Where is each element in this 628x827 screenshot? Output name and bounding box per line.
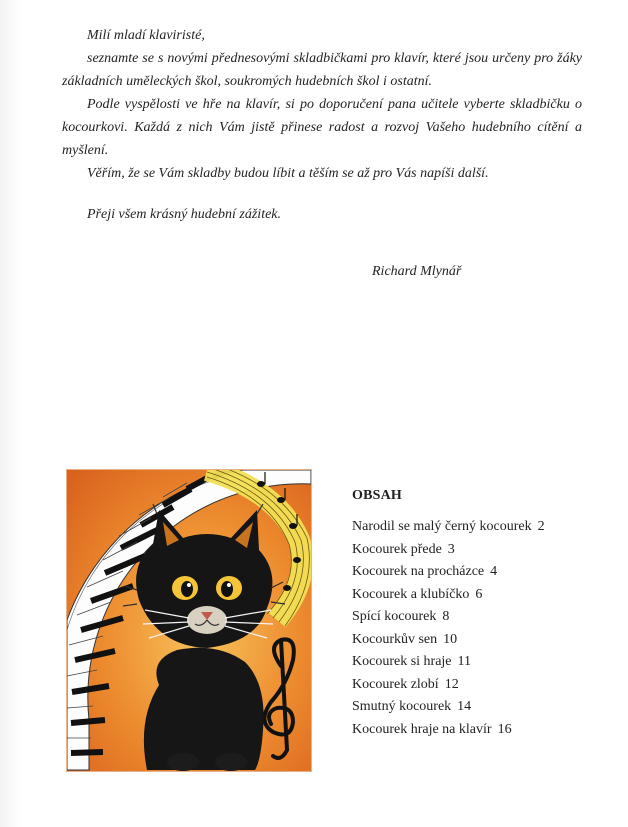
toc-item bbox=[352, 606, 612, 629]
toc-item-page: 12 bbox=[444, 676, 459, 692]
toc-item-page: 14 bbox=[457, 699, 472, 714]
toc-item-title: Kocourek přede bbox=[352, 541, 442, 557]
toc-item bbox=[352, 719, 612, 742]
toc-item-title: Kocourek zlobí bbox=[352, 676, 439, 692]
table-of-contents bbox=[352, 488, 612, 741]
toc-item-page: 10 bbox=[443, 631, 458, 647]
toc-item-page: 16 bbox=[497, 721, 512, 737]
letter-paragraph-2: Podle vyspělosti ve hře na klavír, si po doporučení pana učitele vyberte skladbičku o kocourkovi. Každá z nich Vám jistě přinese radost a rozvoj Vašeho hudebního cítění a myšlení. bbox=[62, 97, 582, 158]
toc-item-title: Kocourek hraje na klavír bbox=[352, 721, 492, 737]
toc-item-title: Kocourkův sen bbox=[352, 631, 438, 647]
letter-paragraph-3: Věřím, že se Vám skladby budou líbit a těším se až pro Vás napíši další. bbox=[87, 166, 489, 181]
intro-letter bbox=[62, 24, 582, 226]
toc-heading: OBSAH bbox=[352, 488, 403, 503]
toc-item bbox=[352, 629, 612, 652]
toc-item bbox=[352, 651, 612, 674]
letter-salutation: Milí mladí klaviristé, bbox=[87, 28, 205, 43]
toc-item bbox=[352, 516, 612, 539]
toc-item bbox=[352, 696, 612, 719]
letter-wish: Přeji všem krásný hudební zážitek. bbox=[87, 207, 282, 222]
toc-item bbox=[352, 561, 612, 584]
toc-item-title: Narodil se malý černý kocourek bbox=[352, 519, 532, 534]
toc-item bbox=[352, 674, 612, 697]
toc-item-title: Kocourek a klubíčko bbox=[352, 586, 470, 602]
toc-item-page: 11 bbox=[457, 654, 472, 669]
kitten-piano-illustration bbox=[66, 469, 312, 772]
toc-item-title: Spící kocourek bbox=[352, 609, 437, 624]
toc-item bbox=[352, 584, 612, 607]
toc-item-page: 6 bbox=[475, 586, 483, 602]
toc-item-page: 2 bbox=[537, 519, 545, 534]
page-edge-shadow bbox=[0, 0, 22, 827]
toc-item-title: Kocourek si hraje bbox=[352, 654, 452, 669]
toc-list bbox=[352, 516, 612, 741]
author-signature: Richard Mlynář bbox=[372, 264, 462, 279]
letter-paragraph-1: seznamte se s novými přednesovými skladbičkami pro klavír, které jsou určeny pro žáky základních uměleckých škol, soukromých hudebních škol i ostatní. bbox=[62, 51, 582, 89]
toc-item-page: 3 bbox=[447, 541, 455, 557]
toc-item-page: 4 bbox=[490, 564, 498, 579]
toc-item-page: 8 bbox=[442, 609, 450, 624]
kitten-illustration-svg bbox=[67, 470, 311, 771]
toc-item bbox=[352, 539, 612, 562]
toc-item-title: Smutný kocourek bbox=[352, 699, 452, 714]
toc-item-title: Kocourek na procházce bbox=[352, 564, 485, 579]
